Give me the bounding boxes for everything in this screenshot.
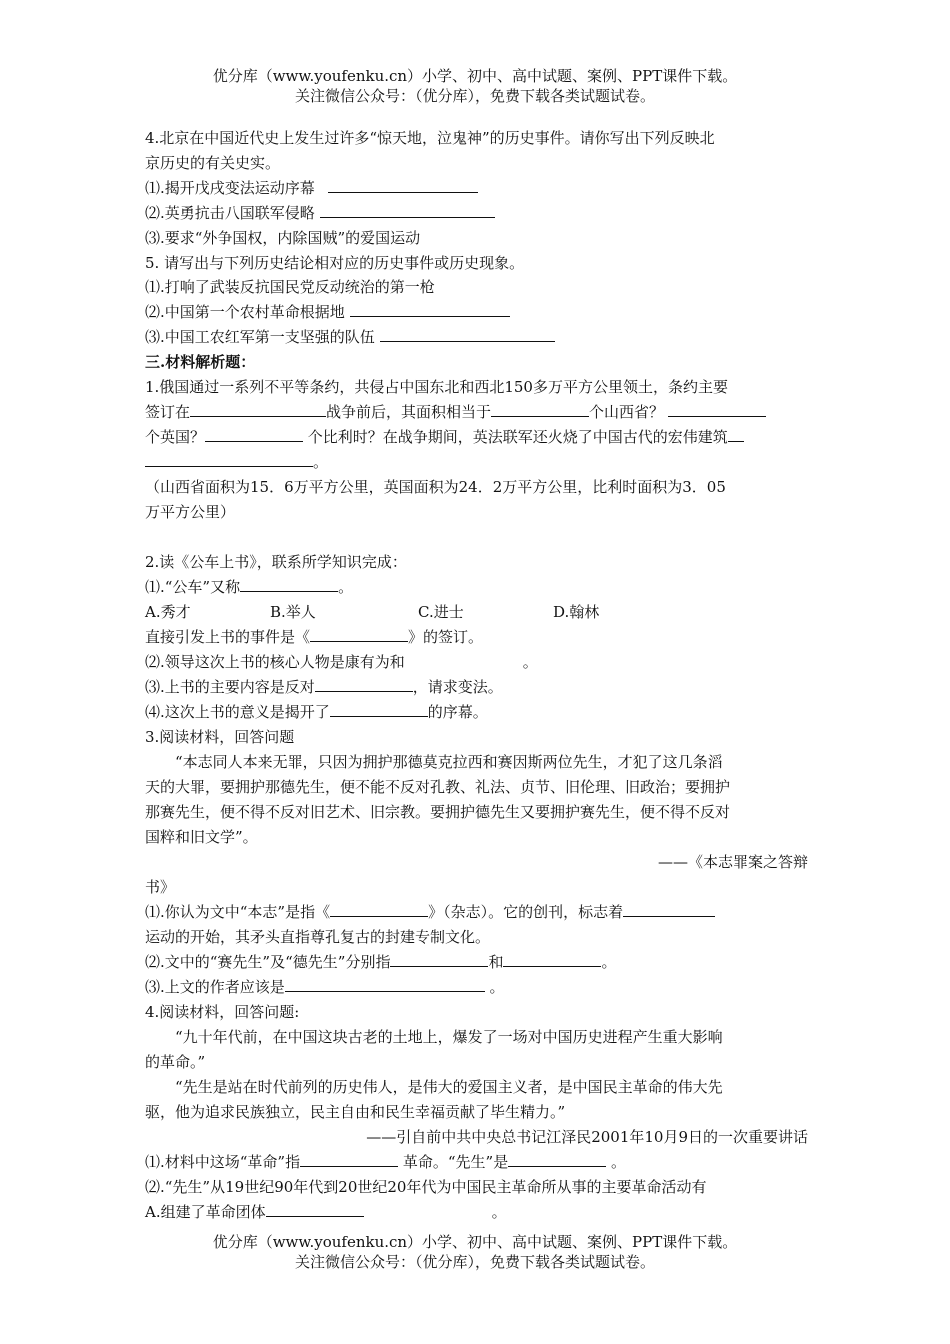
m3-para-line4: 国粹和旧文学”。: [145, 828, 258, 846]
m3-item3-text: ⑶.上文的作者应该是: [145, 978, 285, 996]
m3-para-line1: “本志同人本来无罪，只因为拥护那德莫克拉西和赛因斯两位先生，才犯了这几条滔: [175, 753, 723, 771]
m3-item2-and: 和: [488, 953, 504, 971]
q4-stem-line2: 京历史的有关史实。: [145, 154, 281, 172]
m2-item2-text: ⑵.领导这次上书的核心人物是康有为和: [145, 653, 405, 671]
q5-item3-blank[interactable]: [380, 327, 555, 342]
m3-magazine-blank[interactable]: [330, 902, 428, 917]
q5-item2: [145, 302, 510, 322]
m3-item1-text: ⑴.你认为文中“本志”是指《: [145, 903, 331, 921]
m3-item3: [145, 977, 505, 997]
m2-item2-end: 。: [522, 653, 538, 671]
q5-item2-text: ⑵.中国第一个农村革命根据地: [145, 303, 345, 321]
m4-item2: ⑵.“先生”从19世纪90年代到20世纪20年代为中国民主革命所从事的主要革命活动有: [145, 1178, 707, 1196]
m3-source-line1: ——《本志罪案之答辩: [657, 853, 808, 871]
m1-line2-b: 战争前后，其面积相当于: [326, 403, 492, 421]
m2-item4-end: 的序幕。: [427, 703, 488, 721]
q5-item3: [145, 327, 555, 347]
m2-item4-text: ⑷.这次上书的意义是揭开了: [145, 703, 330, 721]
q4-item1-text: ⑴.揭开戊戌变法运动序幕: [145, 179, 315, 197]
m4-group-blank[interactable]: [266, 1202, 364, 1217]
m1-line1: 1.俄国通过一系列不平等条约，共侵占中国东北和西北150多万平方公里领土，条约主要: [145, 378, 728, 396]
m2-item4-blank[interactable]: [330, 702, 428, 717]
m4-item1: [145, 1152, 626, 1172]
m1-line3: [145, 427, 744, 447]
m2-item3-blank[interactable]: [315, 677, 413, 692]
q5-item3-text: ⑶.中国工农红军第一支坚强的队伍: [145, 328, 375, 346]
m4-para-line1: “九十年代前，在中国这块古老的土地上，爆发了一场对中国历史进程产生重大影响: [175, 1028, 723, 1046]
m2-direct-b: 》的签订。: [408, 628, 484, 646]
m2-item1-text: ⑴.“公车”又称: [145, 578, 241, 596]
m1-line2: [145, 402, 766, 422]
m4-item2-a: [145, 1202, 507, 1222]
m3-item2-text: ⑵.文中的“赛先生”及“德先生”分别指: [145, 953, 391, 971]
m4-person-blank[interactable]: [508, 1152, 606, 1167]
m1-britain-blank[interactable]: [668, 402, 766, 417]
q4-item1-blank[interactable]: [328, 178, 478, 193]
q4-item2-blank[interactable]: [320, 203, 495, 218]
m2-item2: [145, 652, 538, 672]
m1-line3-b: 个比利时？在战争期间，英法联军还火烧了中国古代的宏伟建筑: [303, 428, 728, 446]
m3-item3-end: 。: [484, 978, 505, 996]
m1-war-blank[interactable]: [190, 402, 326, 417]
m3-stem: 3.阅读材料，回答问题: [145, 728, 295, 746]
q4-item2-text: ⑵.英勇抗击八国联军侵略: [145, 204, 315, 222]
q4-stem-line1: 4.北京在中国近代史上发生过许多“惊天地，泣鬼神”的历史事件。请你写出下列反映北: [145, 129, 715, 147]
m3-source-line2: 书》: [145, 878, 176, 896]
m4-item1-mid: 革命。“先生”是: [398, 1153, 509, 1171]
m3-movement-blank[interactable]: [623, 902, 715, 917]
q4-item3: ⑶.要求“外争国权，内除国贼”的爱国运动: [145, 229, 421, 247]
m1-shanxi-blank[interactable]: [491, 402, 589, 417]
m1-building-blank[interactable]: [145, 452, 313, 467]
m2-option-d[interactable]: D.翰林: [553, 603, 600, 621]
m1-line2-a: 签订在: [145, 403, 191, 421]
m1-line4: [145, 452, 328, 472]
m2-item4: [145, 702, 488, 722]
m3-democracy-blank[interactable]: [503, 952, 601, 967]
m1-note-line1: （山西省面积为15．6万平方公里，英国面积为24．2万平方公里，比利时面积为3．05: [145, 478, 726, 496]
q5-item1: ⑴.打响了武装反抗国民党反动统治的第一枪: [145, 278, 435, 296]
section3-title: 三.材料解析题：: [145, 353, 256, 371]
m4-revolution-blank[interactable]: [300, 1152, 398, 1167]
m3-science-blank[interactable]: [390, 952, 488, 967]
m2-item1: [145, 577, 353, 597]
m4-item1-end: 。: [606, 1153, 626, 1171]
page-header-line1: 优分库（www.youfenku.cn）小学、初中、高中试题、案例、PPT课件下载。: [212, 67, 738, 85]
m2-direct: [145, 627, 483, 647]
m4-item2-a-end: 。: [491, 1203, 507, 1221]
m3-item1-mid: 》（杂志）。它的创刊，标志着: [428, 903, 624, 921]
m4-para-line3: “先生是站在时代前列的历史伟人，是伟大的爱国主义者，是中国民主革命的伟大先: [175, 1078, 723, 1096]
q4-item1: [145, 178, 478, 198]
m4-para-line2: 的革命。”: [145, 1053, 206, 1071]
m3-para-line2: 天的大罪，要拥护那德先生，便不能不反对孔教、礼法、贞节、旧伦理、旧政治；要拥护: [145, 778, 731, 796]
q5-item2-blank[interactable]: [350, 302, 510, 317]
m3-item1-cont: 运动的开始，其矛头直指尊孔复古的封建专制文化。: [145, 928, 491, 946]
m4-item1-text: ⑴.材料中这场“革命”指: [145, 1153, 301, 1171]
page-footer-line1: 优分库（www.youfenku.cn）小学、初中、高中试题、案例、PPT课件下载。: [212, 1233, 738, 1251]
m3-author-blank[interactable]: [285, 977, 485, 992]
m2-option-b[interactable]: B.举人: [270, 603, 316, 621]
q4-item2: [145, 203, 495, 223]
m2-item1-end: 。: [338, 578, 354, 596]
m1-note-line2: 万平方公里）: [145, 503, 236, 521]
m2-direct-a: 直接引发上书的事件是《: [145, 628, 311, 646]
m2-item3-text: ⑶.上书的主要内容是反对: [145, 678, 315, 696]
m4-stem: 4.阅读材料，回答问题:: [145, 1003, 300, 1021]
m2-option-c[interactable]: C.进士: [418, 603, 464, 621]
page-header-line2: 关注微信公众号：（优分库），免费下载各类试题试卷。: [294, 87, 655, 105]
m4-item2-a-text: A.组建了革命团体: [145, 1203, 266, 1221]
m4-para-line4: 驱，他为追求民族独立，民主自由和民生幸福贡献了毕生精力。”: [145, 1103, 566, 1121]
page-footer-line2: 关注微信公众号：（优分库），免费下载各类试题试卷。: [294, 1253, 655, 1271]
m1-building-blank-start[interactable]: [728, 427, 744, 442]
m2-treaty-blank[interactable]: [310, 627, 408, 642]
m1-line4-end: 。: [313, 453, 329, 471]
m3-item1: [145, 902, 715, 922]
m2-item1-blank[interactable]: [240, 577, 338, 592]
m3-item2-end: 。: [601, 953, 617, 971]
m2-item3-end: ，请求变法。: [412, 678, 503, 696]
m3-item2: [145, 952, 616, 972]
m1-line2-c: 个山西省？: [589, 403, 665, 421]
m2-option-a[interactable]: A.秀才: [145, 603, 191, 621]
m1-line3-a: 个英国？: [145, 428, 206, 446]
m2-stem: 2.读《公车上书》，联系所学知识完成：: [145, 553, 407, 571]
m4-source: ——引自前中共中央总书记江泽民2001年10月9日的一次重要讲话: [366, 1128, 808, 1146]
m2-item3: [145, 677, 503, 697]
m1-belgium-blank[interactable]: [205, 427, 303, 442]
q5-stem: 5. 请写出与下列历史结论相对应的历史事件或历史现象。: [145, 254, 525, 272]
m3-para-line3: 那赛先生，便不得不反对旧艺术、旧宗教。要拥护德先生又要拥护赛先生，便不得不反对: [145, 803, 731, 821]
